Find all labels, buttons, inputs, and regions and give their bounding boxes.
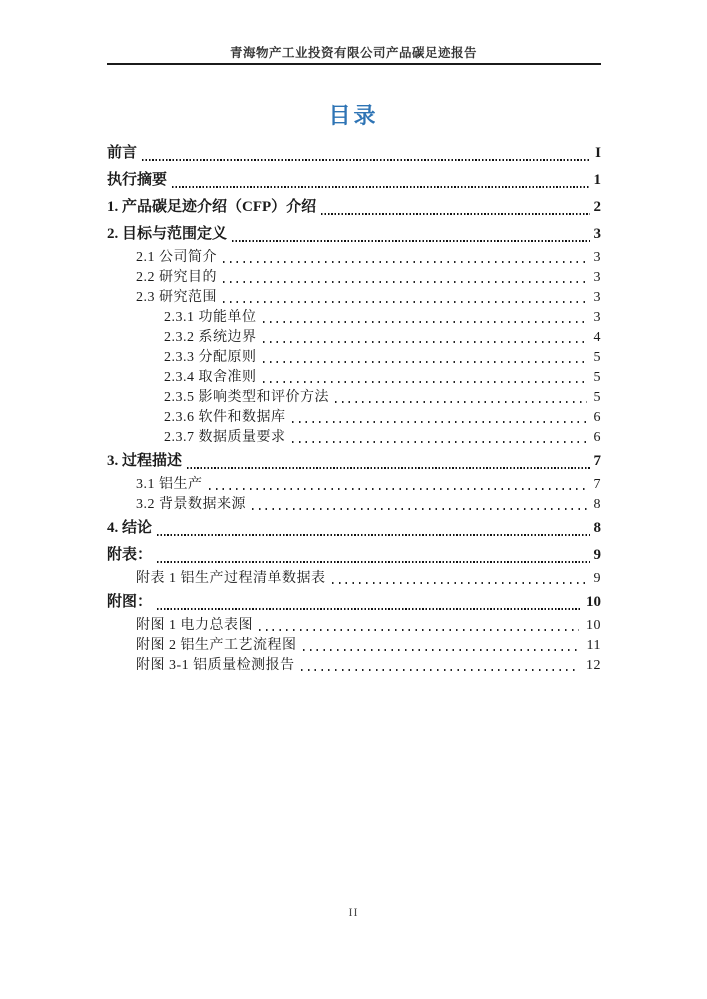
toc-entry[interactable] <box>107 447 601 474</box>
toc-entry[interactable] <box>107 427 601 447</box>
toc-entry-label: 附图 2 铝生产工艺流程图 <box>136 638 297 653</box>
toc-entry[interactable] <box>107 327 601 347</box>
toc-entry-label: 2.3 研究范围 <box>136 290 217 305</box>
toc-entry[interactable] <box>107 588 601 615</box>
toc-entry[interactable] <box>107 307 601 327</box>
toc-entry[interactable] <box>107 407 601 427</box>
toc-entry[interactable] <box>107 287 601 307</box>
toc-entry-label: 3.2 背景数据来源 <box>136 497 246 512</box>
toc-entry-page: 3 <box>593 310 601 325</box>
toc-entry-page: 3 <box>593 290 601 305</box>
toc-entry[interactable] <box>107 347 601 367</box>
toc-entry[interactable] <box>107 367 601 387</box>
toc-entry-label: 前言 <box>107 145 138 161</box>
toc-entry-page: 8 <box>593 497 601 512</box>
toc-entry-page: 9 <box>593 571 601 586</box>
toc-entry-page: 5 <box>593 370 601 385</box>
toc-entry-label: 3.1 铝生产 <box>136 477 203 492</box>
toc-entry[interactable] <box>107 387 601 407</box>
running-header-title: 青海物产工业投资有限公司产品碳足迹报告 <box>229 46 477 60</box>
toc-entry-page: 11 <box>586 638 601 653</box>
toc-entry-label: 2.3.5 影响类型和评价方法 <box>164 390 329 405</box>
header-rule <box>107 63 601 65</box>
toc-entry-page: I <box>595 145 601 161</box>
toc-title: 目录 <box>328 103 379 128</box>
toc-entry-label: 1. 产品碳足迹介绍（CFP）介绍 <box>107 199 317 215</box>
toc-entry[interactable] <box>107 247 601 267</box>
toc-entry[interactable] <box>107 635 601 655</box>
toc-entry-page: 6 <box>593 430 601 445</box>
toc-entry-page: 3 <box>593 226 601 242</box>
toc-entry-label: 2.1 公司简介 <box>136 250 217 265</box>
toc-entry[interactable] <box>107 615 601 635</box>
toc-entry[interactable] <box>107 541 601 568</box>
toc-entry[interactable] <box>107 514 601 541</box>
toc-entry-label: 附表 1 铝生产过程清单数据表 <box>136 571 326 586</box>
toc-entry[interactable] <box>107 568 601 588</box>
toc-entry-label: 3. 过程描述 <box>107 453 183 469</box>
toc-entry[interactable] <box>107 267 601 287</box>
toc-list <box>107 139 601 675</box>
toc-entry-label: 附图： <box>107 594 153 610</box>
toc-entry-page: 3 <box>593 250 601 265</box>
page-number: II <box>348 905 359 919</box>
toc-entry[interactable] <box>107 494 601 514</box>
toc-entry-label: 2.3.7 数据质量要求 <box>164 430 286 445</box>
toc-entry-page: 7 <box>593 477 601 492</box>
toc-entry-page: 8 <box>593 520 601 536</box>
toc-entry-label: 2.2 研究目的 <box>136 270 217 285</box>
toc-entry-label: 附图 1 电力总表图 <box>136 618 253 633</box>
toc-entry-label: 附图 3-1 铝质量检测报告 <box>136 658 295 673</box>
toc-entry-label: 2.3.2 系统边界 <box>164 330 257 345</box>
toc-entry[interactable] <box>107 655 601 675</box>
toc-entry-page: 5 <box>593 390 601 405</box>
toc-entry-label: 附表： <box>107 547 153 563</box>
toc-entry-label: 执行摘要 <box>107 172 168 188</box>
toc-entry[interactable] <box>107 139 601 166</box>
toc-entry-label: 2.3.3 分配原则 <box>164 350 257 365</box>
toc-entry-label: 2.3.4 取舍准则 <box>164 370 257 385</box>
toc-entry[interactable] <box>107 193 601 220</box>
page-footer <box>0 905 707 920</box>
toc-entry[interactable] <box>107 474 601 494</box>
toc-entry-page: 10 <box>586 594 601 610</box>
toc-entry-page: 4 <box>593 330 601 345</box>
toc-entry-page: 2 <box>593 199 601 215</box>
toc-entry[interactable] <box>107 166 601 193</box>
toc-entry-label: 2. 目标与范围定义 <box>107 226 228 242</box>
toc-entry-page: 3 <box>593 270 601 285</box>
toc-entry-page: 5 <box>593 350 601 365</box>
toc-entry-page: 10 <box>586 618 601 633</box>
toc-entry-page: 6 <box>593 410 601 425</box>
toc-entry-label: 4. 结论 <box>107 520 153 536</box>
toc-entry-label: 2.3.6 软件和数据库 <box>164 410 286 425</box>
toc-entry-page: 1 <box>593 172 601 188</box>
toc-entry[interactable] <box>107 220 601 247</box>
toc-entry-page: 9 <box>593 547 601 563</box>
toc-entry-label: 2.3.1 功能单位 <box>164 310 257 325</box>
toc-entry-page: 7 <box>593 453 601 469</box>
toc-entry-page: 12 <box>586 658 601 673</box>
